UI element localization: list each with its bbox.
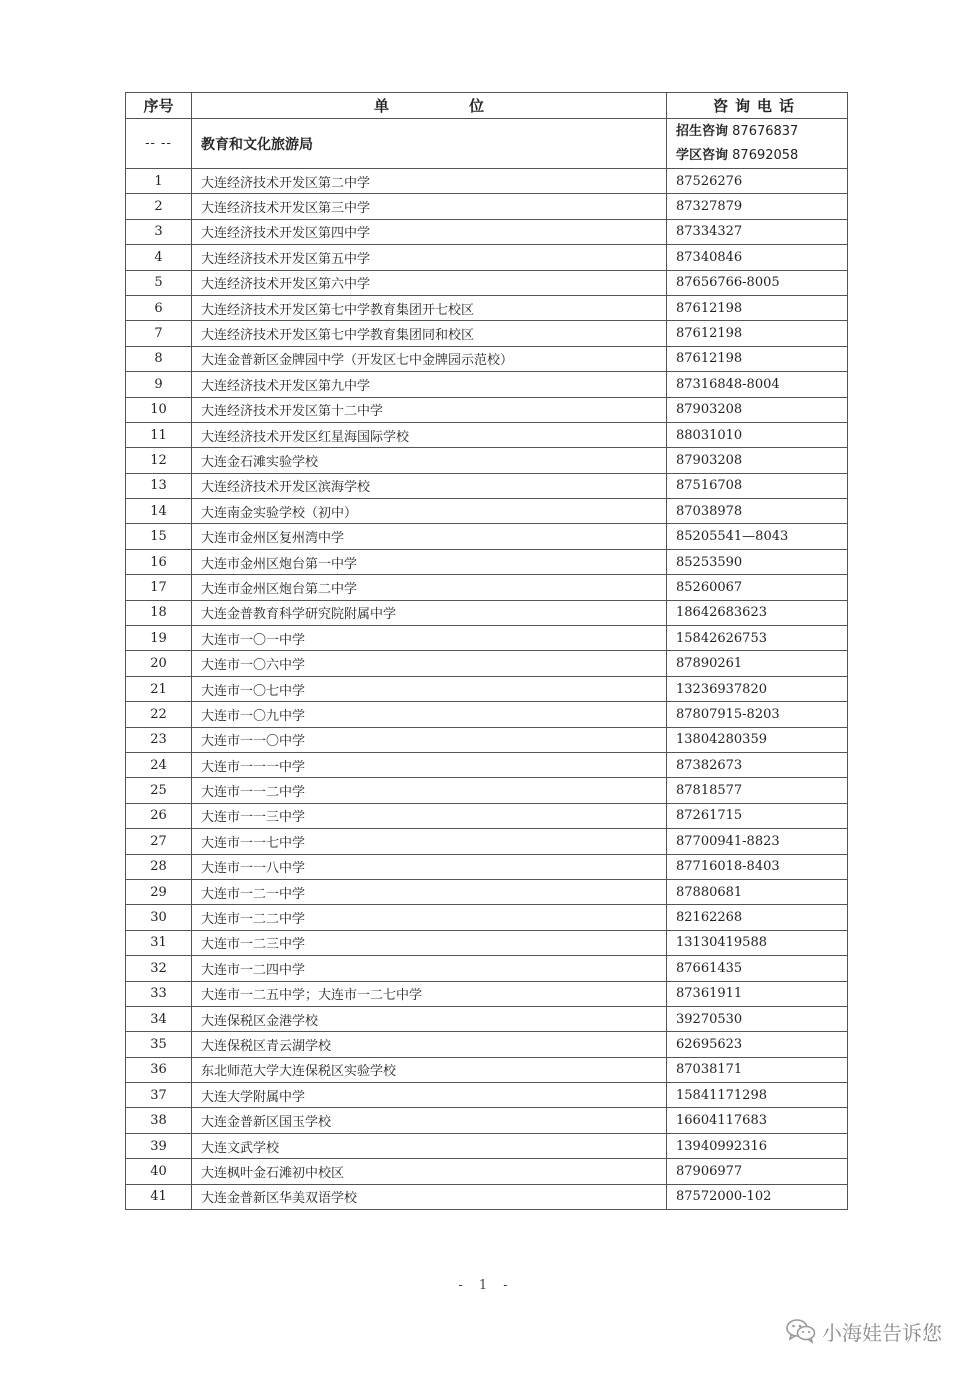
row-phone: 15841171298 xyxy=(667,1083,848,1108)
table-row xyxy=(126,727,848,752)
row-no: 10 xyxy=(126,397,192,422)
row-unit: 大连市一二二中学 xyxy=(192,905,667,930)
row-phone: 87526276 xyxy=(667,169,848,194)
row-no: 29 xyxy=(126,879,192,904)
header-no: 序号 xyxy=(126,93,192,119)
row-no: 2 xyxy=(126,194,192,219)
row-unit: 大连经济技术开发区第六中学 xyxy=(192,270,667,295)
table-row xyxy=(126,626,848,651)
row-unit: 大连市一〇六中学 xyxy=(192,651,667,676)
row-unit: 大连经济技术开发区第四中学 xyxy=(192,219,667,244)
row-no: 19 xyxy=(126,626,192,651)
row-no: 5 xyxy=(126,270,192,295)
row-phone: 62695623 xyxy=(667,1032,848,1057)
row-unit: 大连经济技术开发区第七中学教育集团同和校区 xyxy=(192,321,667,346)
row-no: 39 xyxy=(126,1133,192,1158)
table-row xyxy=(126,397,848,422)
row-phone: 87890261 xyxy=(667,651,848,676)
row-unit: 大连大学附属中学 xyxy=(192,1083,667,1108)
row-phone: 87880681 xyxy=(667,879,848,904)
row-phone: 87327879 xyxy=(667,194,848,219)
row-phone: 87656766-8005 xyxy=(667,270,848,295)
row-phone: 87700941-8823 xyxy=(667,829,848,854)
bureau-no: -- -- xyxy=(126,119,192,169)
row-no: 15 xyxy=(126,524,192,549)
row-unit: 大连金普新区国玉学校 xyxy=(192,1108,667,1133)
header-row xyxy=(126,93,848,119)
district-label: 学区咨询 xyxy=(676,147,729,163)
row-phone: 85260067 xyxy=(667,575,848,600)
table-row xyxy=(126,829,848,854)
table-row xyxy=(126,1184,848,1209)
row-unit: 大连市一一三中学 xyxy=(192,803,667,828)
row-no: 34 xyxy=(126,1006,192,1031)
table-row xyxy=(126,702,848,727)
row-no: 27 xyxy=(126,829,192,854)
table-row xyxy=(126,346,848,371)
watermark-text: 小海娃告诉您 xyxy=(822,1320,942,1345)
row-no: 1 xyxy=(126,169,192,194)
row-no: 11 xyxy=(126,422,192,447)
table-row xyxy=(126,219,848,244)
row-phone: 13804280359 xyxy=(667,727,848,752)
row-unit: 大连市一二四中学 xyxy=(192,956,667,981)
row-unit: 大连金石滩实验学校 xyxy=(192,448,667,473)
bureau-name: 教育和文化旅游局 xyxy=(192,119,667,169)
row-phone: 87572000-102 xyxy=(667,1184,848,1209)
table-row xyxy=(126,194,848,219)
row-phone: 87361911 xyxy=(667,981,848,1006)
row-no: 25 xyxy=(126,778,192,803)
table-row xyxy=(126,803,848,828)
watermark xyxy=(786,1314,942,1348)
row-unit: 大连市一一一中学 xyxy=(192,752,667,777)
table-row xyxy=(126,575,848,600)
bureau-row xyxy=(126,119,848,169)
row-unit: 大连市一一八中学 xyxy=(192,854,667,879)
table-row xyxy=(126,524,848,549)
row-no: 9 xyxy=(126,372,192,397)
row-unit: 大连经济技术开发区红星海国际学校 xyxy=(192,422,667,447)
row-unit: 大连市一二五中学；大连市一二七中学 xyxy=(192,981,667,1006)
table-row xyxy=(126,1159,848,1184)
table-row xyxy=(126,169,848,194)
row-unit: 大连市一一二中学 xyxy=(192,778,667,803)
row-phone: 39270530 xyxy=(667,1006,848,1031)
header-phone: 咨询电话 xyxy=(667,93,848,119)
row-unit: 大连金普教育科学研究院附属中学 xyxy=(192,600,667,625)
row-no: 24 xyxy=(126,752,192,777)
enroll-label: 招生咨询 xyxy=(676,123,729,139)
table-row xyxy=(126,854,848,879)
table-row xyxy=(126,600,848,625)
table-row xyxy=(126,245,848,270)
table-row xyxy=(126,499,848,524)
row-phone: 87382673 xyxy=(667,752,848,777)
row-unit: 大连市一一〇中学 xyxy=(192,727,667,752)
row-unit: 大连市一一七中学 xyxy=(192,829,667,854)
row-unit: 大连市一〇七中学 xyxy=(192,676,667,701)
row-phone: 87038171 xyxy=(667,1057,848,1082)
row-phone: 87903208 xyxy=(667,448,848,473)
row-no: 3 xyxy=(126,219,192,244)
row-no: 38 xyxy=(126,1108,192,1133)
contact-table xyxy=(125,92,848,1210)
row-unit: 大连经济技术开发区第二中学 xyxy=(192,169,667,194)
row-phone: 85253590 xyxy=(667,549,848,574)
table-row xyxy=(126,778,848,803)
row-phone: 15842626753 xyxy=(667,626,848,651)
table-row xyxy=(126,1083,848,1108)
table-row xyxy=(126,1006,848,1031)
row-unit: 大连市一二三中学 xyxy=(192,930,667,955)
page-number: - 1 - xyxy=(458,1278,514,1293)
row-phone: 88031010 xyxy=(667,422,848,447)
table-row xyxy=(126,879,848,904)
table-row xyxy=(126,1133,848,1158)
table-row xyxy=(126,295,848,320)
row-phone: 87903208 xyxy=(667,397,848,422)
table-row xyxy=(126,930,848,955)
row-phone: 87906977 xyxy=(667,1159,848,1184)
row-phone: 87716018-8403 xyxy=(667,854,848,879)
row-unit: 大连南金实验学校（初中） xyxy=(192,499,667,524)
row-no: 37 xyxy=(126,1083,192,1108)
row-no: 33 xyxy=(126,981,192,1006)
table-row xyxy=(126,1032,848,1057)
table-row xyxy=(126,549,848,574)
row-phone: 85205541—8043 xyxy=(667,524,848,549)
row-no: 13 xyxy=(126,473,192,498)
table-row xyxy=(126,1057,848,1082)
table-row xyxy=(126,981,848,1006)
row-no: 40 xyxy=(126,1159,192,1184)
row-unit: 大连市金州区炮台第二中学 xyxy=(192,575,667,600)
row-no: 31 xyxy=(126,930,192,955)
row-no: 18 xyxy=(126,600,192,625)
table-row xyxy=(126,372,848,397)
row-phone: 82162268 xyxy=(667,905,848,930)
row-no: 28 xyxy=(126,854,192,879)
row-no: 21 xyxy=(126,676,192,701)
row-unit: 大连市金州区炮台第一中学 xyxy=(192,549,667,574)
enroll-line xyxy=(676,120,847,144)
row-no: 20 xyxy=(126,651,192,676)
row-unit: 大连经济技术开发区第十二中学 xyxy=(192,397,667,422)
row-no: 22 xyxy=(126,702,192,727)
row-no: 14 xyxy=(126,499,192,524)
row-phone: 87661435 xyxy=(667,956,848,981)
table-row xyxy=(126,752,848,777)
row-no: 36 xyxy=(126,1057,192,1082)
row-phone: 87612198 xyxy=(667,295,848,320)
table-row xyxy=(126,651,848,676)
row-no: 41 xyxy=(126,1184,192,1209)
row-no: 17 xyxy=(126,575,192,600)
row-no: 32 xyxy=(126,956,192,981)
row-no: 6 xyxy=(126,295,192,320)
row-no: 8 xyxy=(126,346,192,371)
table-row xyxy=(126,321,848,346)
table-row xyxy=(126,905,848,930)
row-unit: 大连市一〇九中学 xyxy=(192,702,667,727)
row-phone: 87818577 xyxy=(667,778,848,803)
row-no: 7 xyxy=(126,321,192,346)
row-phone: 13940992316 xyxy=(667,1133,848,1158)
row-unit: 大连金普新区金牌园中学（开发区七中金牌园示范校） xyxy=(192,346,667,371)
row-unit: 大连经济技术开发区第九中学 xyxy=(192,372,667,397)
row-unit: 大连枫叶金石滩初中校区 xyxy=(192,1159,667,1184)
row-unit: 大连经济技术开发区第七中学教育集团开七校区 xyxy=(192,295,667,320)
row-no: 30 xyxy=(126,905,192,930)
row-unit: 大连市一〇一中学 xyxy=(192,626,667,651)
bureau-phones xyxy=(667,119,848,169)
row-phone: 87612198 xyxy=(667,321,848,346)
row-no: 35 xyxy=(126,1032,192,1057)
row-no: 26 xyxy=(126,803,192,828)
table-row xyxy=(126,473,848,498)
table-row xyxy=(126,956,848,981)
row-unit: 大连经济技术开发区第五中学 xyxy=(192,245,667,270)
district-line xyxy=(676,144,847,168)
row-phone: 87334327 xyxy=(667,219,848,244)
row-phone: 87807915-8203 xyxy=(667,702,848,727)
row-phone: 18642683623 xyxy=(667,600,848,625)
table-row xyxy=(126,422,848,447)
row-phone: 87516708 xyxy=(667,473,848,498)
header-unit: 单位 xyxy=(192,93,667,119)
row-no: 23 xyxy=(126,727,192,752)
row-unit: 大连市一二一中学 xyxy=(192,879,667,904)
row-phone: 13236937820 xyxy=(667,676,848,701)
row-phone: 13130419588 xyxy=(667,930,848,955)
row-phone: 87038978 xyxy=(667,499,848,524)
wechat-icon xyxy=(786,1318,816,1344)
table-row xyxy=(126,448,848,473)
row-unit: 大连文武学校 xyxy=(192,1133,667,1158)
row-unit: 大连市金州区复州湾中学 xyxy=(192,524,667,549)
row-no: 12 xyxy=(126,448,192,473)
row-unit: 东北师范大学大连保税区实验学校 xyxy=(192,1057,667,1082)
row-unit: 大连金普新区华美双语学校 xyxy=(192,1184,667,1209)
table-row xyxy=(126,270,848,295)
row-phone: 16604117683 xyxy=(667,1108,848,1133)
table-row xyxy=(126,1108,848,1133)
row-unit: 大连经济技术开发区滨海学校 xyxy=(192,473,667,498)
row-unit: 大连保税区金港学校 xyxy=(192,1006,667,1031)
row-phone: 87612198 xyxy=(667,346,848,371)
enroll-phone: 87676837 xyxy=(732,123,799,139)
row-phone: 87340846 xyxy=(667,245,848,270)
row-phone: 87316848-8004 xyxy=(667,372,848,397)
row-no: 16 xyxy=(126,549,192,574)
row-no: 4 xyxy=(126,245,192,270)
row-unit: 大连经济技术开发区第三中学 xyxy=(192,194,667,219)
row-unit: 大连保税区青云湖学校 xyxy=(192,1032,667,1057)
district-phone: 87692058 xyxy=(732,147,799,163)
row-phone: 87261715 xyxy=(667,803,848,828)
table-row xyxy=(126,676,848,701)
